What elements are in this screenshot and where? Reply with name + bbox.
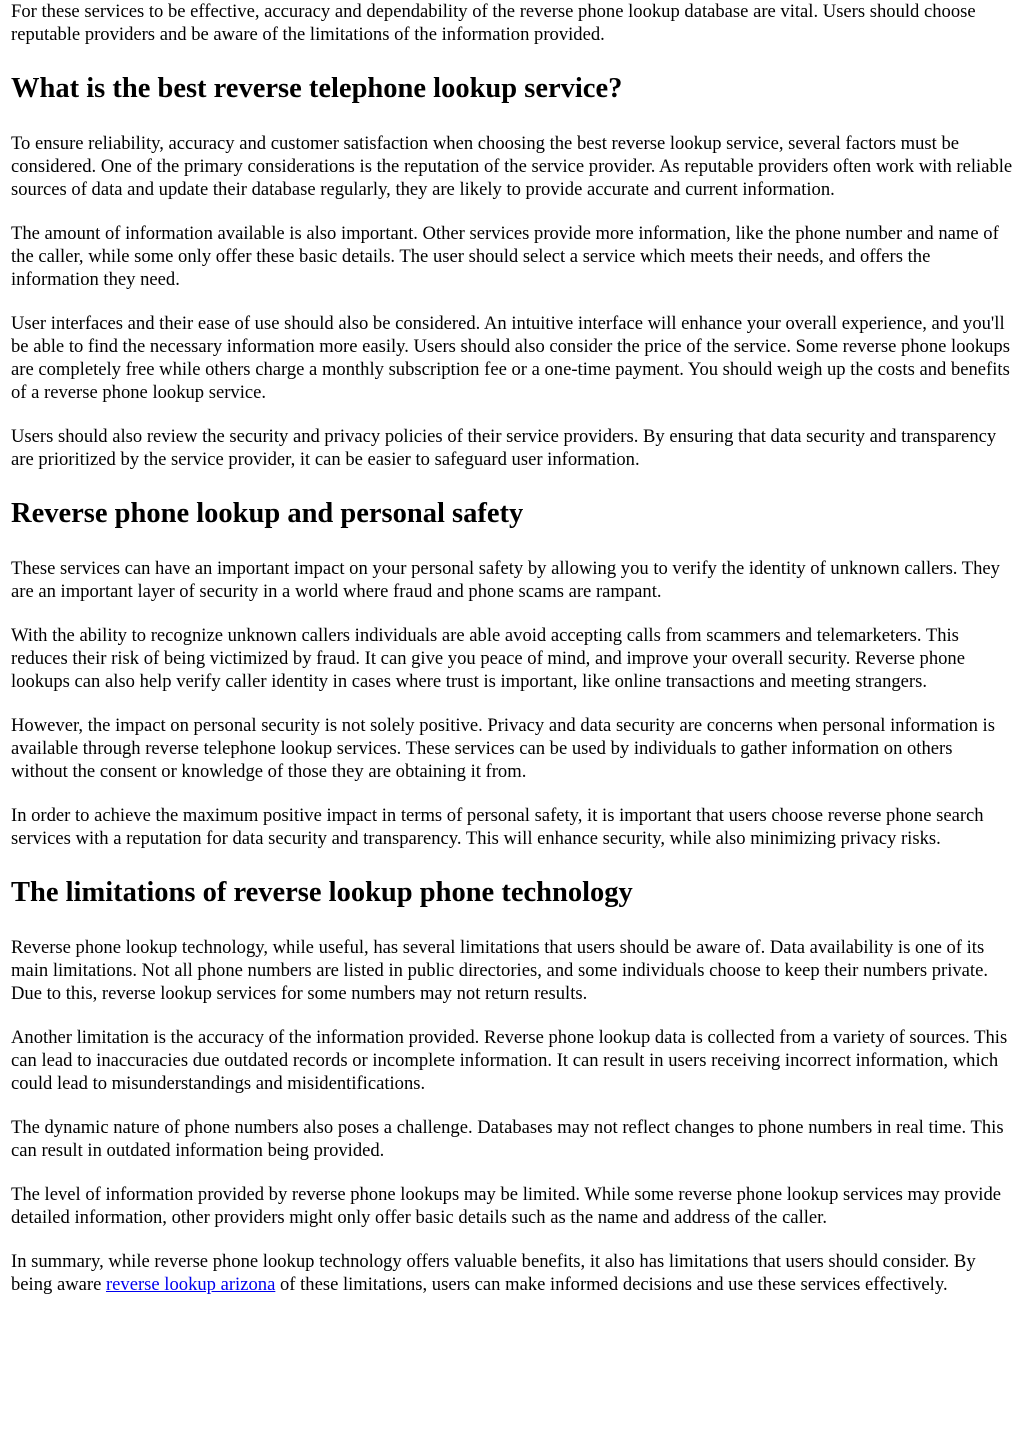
paragraph: Users should also review the security and privacy policies of their service providers. By ensuring that data security and transparency are prioritized by the service provider, it can be easier to safeguard user information. — [11, 426, 997, 470]
paragraph: The amount of information available is also important. Other services provide more information, like the phone number and name of the caller, while some only offer these basic details. The user should select a service which meets their needs, and offers the information they need. — [11, 223, 999, 290]
summary-text-before-link: In summary, while reverse phone lookup technology offers valuable benefits, it also has limitations that users should consider. By being aware — [11, 1251, 976, 1295]
section-heading-personal-safety: Reverse phone lookup and personal safety — [11, 498, 524, 529]
paragraph: The level of information provided by reverse phone lookups may be limited. While some reverse phone lookup services may provide detailed information, other providers might only offer basic details such as the name and address of the caller. — [11, 1184, 1002, 1228]
summary-paragraph — [11, 1250, 1013, 1296]
section-heading-limitations: The limitations of reverse lookup phone technology — [11, 877, 633, 908]
paragraph: User interfaces and their ease of use should also be considered. An intuitive interface will enhance your overall experience, and you'll be able to find the necessary information more easily. Users should also consider the price of the service. Some reverse phone lookups are completely free while others charge a monthly subscription fee or a one-time payment. You should weigh up the costs and benefits of a reverse phone lookup service. — [11, 313, 1010, 403]
paragraph: With the ability to recognize unknown callers individuals are able avoid accepting calls from scammers and telemarketers. This reduces their risk of being victimized by fraud. It can give you peace of mind, and improve your overall security. Reverse phone lookups can also help verify caller identity in cases where trust is important, like online transactions and meeting strangers. — [11, 625, 965, 692]
section-heading-best-service: What is the best reverse telephone lookup service? — [11, 73, 623, 104]
paragraph: Another limitation is the accuracy of the information provided. Reverse phone lookup data is collected from a variety of sources. This can lead to inaccuracies due outdated records or incomplete information. It can result in users receiving incorrect information, which could lead to misunderstandings and misidentifications. — [11, 1027, 1008, 1094]
paragraph: These services can have an important impact on your personal safety by allowing you to verify the identity of unknown callers. They are an important layer of security in a world where fraud and phone scams are rampant. — [11, 558, 1000, 602]
paragraph: The dynamic nature of phone numbers also poses a challenge. Databases may not reflect changes to phone numbers in real time. This can result in outdated information being provided. — [11, 1117, 1004, 1161]
intro-paragraph: For these services to be effective, accuracy and dependability of the reverse phone lookup database are vital. Users should choose reputable providers and be aware of the limitations of the information provided. — [11, 1, 976, 45]
paragraph: To ensure reliability, accuracy and customer satisfaction when choosing the best reverse lookup service, several factors must be considered. One of the primary considerations is the reputation of the service provider. As reputable providers often work with reliable sources of data and update their database regularly, they are likely to provide accurate and current information. — [11, 133, 1013, 200]
reverse-lookup-arizona-link[interactable]: reverse lookup arizona — [105, 1274, 276, 1295]
summary-text-after-link: of these limitations, users can make informed decisions and use these services effectively. — [275, 1274, 948, 1295]
paragraph: In order to achieve the maximum positive impact in terms of personal safety, it is important that users choose reverse phone search services with a reputation for data security and transparency. This will enhance security, while also minimizing privacy risks. — [11, 805, 984, 849]
paragraph: However, the impact on personal security is not solely positive. Privacy and data security are concerns when personal information is available through reverse telephone lookup services. These services can be used by individuals to gather information on others without the consent or knowledge of those they are obtaining it from. — [11, 715, 995, 782]
paragraph: Reverse phone lookup technology, while useful, has several limitations that users should be aware of. Data availability is one of its main limitations. Not all phone numbers are listed in public directories, and some individuals choose to keep their numbers private. Due to this, reverse lookup services for some numbers may not return results. — [11, 937, 988, 1004]
